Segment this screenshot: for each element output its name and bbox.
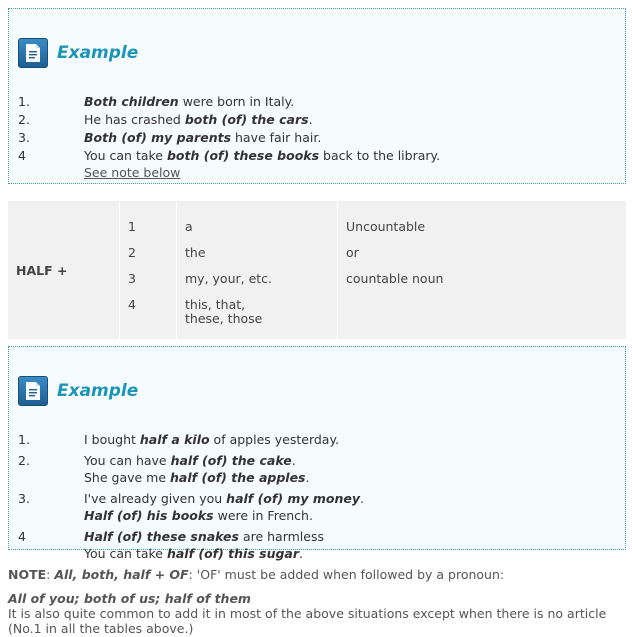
- example-item: [18, 111, 617, 128]
- table-determiner: the: [185, 245, 206, 260]
- item-line: [84, 431, 617, 448]
- item-number: 3.: [18, 130, 30, 145]
- plain-text: .: [305, 470, 310, 485]
- table-number: 4: [128, 297, 136, 312]
- table-determiner: my, your, etc.: [185, 271, 273, 286]
- emphasis-text: half a kilo: [139, 432, 210, 447]
- emphasis-text: Both children: [84, 94, 179, 109]
- note-label: NOTE: [8, 567, 47, 582]
- note-line3: (No.1 in all the tables above.): [8, 621, 194, 636]
- item-text: [84, 528, 617, 562]
- table-determiner: a: [185, 219, 193, 234]
- plain-text: I bought: [84, 432, 140, 447]
- note-rest: : 'OF' must be added when followed by a pronoun:: [188, 567, 505, 582]
- table-noun: or: [346, 245, 359, 260]
- example-item: [18, 490, 617, 524]
- table-noun: countable noun: [346, 271, 444, 286]
- table-noun: Uncountable: [346, 219, 426, 234]
- plain-text: .: [308, 112, 313, 127]
- plain-text: .: [291, 453, 296, 468]
- note-line2: It is also quite common to add it in most of the above situations except when there is no article: [8, 606, 607, 621]
- table-determiner: these, those: [185, 311, 263, 326]
- note-bold-phrase: All, both, half + OF: [54, 567, 189, 582]
- emphasis-text: Both (of) my parents: [84, 130, 232, 145]
- noun-column: [338, 201, 626, 339]
- item-number: 1.: [18, 432, 30, 447]
- example-item: [18, 93, 617, 110]
- item-line: [84, 545, 617, 562]
- plain-text: of apples yesterday.: [209, 432, 340, 447]
- emphasis-text: both (of) the cars: [184, 112, 309, 127]
- note-section: [8, 567, 626, 636]
- example-box-both: [8, 8, 626, 184]
- item-line: [84, 490, 617, 507]
- table-number: 2: [128, 245, 136, 260]
- see-note-link[interactable]: See note below: [84, 165, 181, 180]
- table-number: 1: [128, 219, 136, 234]
- note-line: [8, 567, 626, 582]
- item-number: 2.: [18, 453, 30, 468]
- plain-text: You can take: [84, 148, 167, 163]
- document-icon: [18, 376, 48, 406]
- emphasis-text: half (of) this sugar: [166, 546, 300, 561]
- item-text: [84, 452, 617, 486]
- item-number: 4: [18, 529, 26, 544]
- example-box-half: [8, 346, 626, 561]
- item-number: 3.: [18, 491, 30, 506]
- note-examples: All of you; both of us; half of them: [8, 591, 251, 606]
- document-icon: [18, 38, 48, 68]
- number-column: [120, 201, 177, 339]
- item-line: [84, 452, 617, 469]
- emphasis-text: Half (of) these snakes: [84, 529, 239, 544]
- example-title: Example: [57, 43, 139, 63]
- item-line: [84, 528, 617, 545]
- plain-text: have fair hair.: [231, 130, 322, 145]
- plain-text: You can take: [84, 546, 167, 561]
- item-number: 1.: [18, 94, 30, 109]
- item-text: [84, 111, 617, 128]
- plain-text: I've already given you: [84, 491, 227, 506]
- plain-text: .: [360, 491, 365, 506]
- plain-text: She gave me: [84, 470, 171, 485]
- item-number: 4: [18, 148, 26, 163]
- plain-text: were in French.: [213, 508, 313, 523]
- item-text: [84, 490, 617, 524]
- item-line: [84, 469, 617, 486]
- emphasis-text: both (of) these books: [166, 148, 320, 163]
- item-text: [84, 129, 617, 146]
- example-item: [18, 147, 617, 181]
- plain-text: He has crashed: [84, 112, 185, 127]
- example-item: [18, 528, 617, 562]
- example-item: [18, 129, 617, 146]
- plain-text: were born in Italy.: [178, 94, 295, 109]
- example-list: [18, 431, 617, 566]
- example-item: [18, 452, 617, 486]
- item-text: [84, 93, 617, 110]
- example-title: Example: [57, 381, 139, 401]
- emphasis-text: half (of) the apples: [170, 470, 306, 485]
- plain-text: .: [299, 546, 304, 561]
- emphasis-text: half (of) my money: [226, 491, 361, 506]
- half-label: HALF +: [8, 201, 120, 339]
- item-number: 2.: [18, 112, 30, 127]
- plain-text: are harmless: [238, 529, 324, 544]
- plain-text: back to the library.: [319, 148, 441, 163]
- table-number: 3: [128, 271, 136, 286]
- note-colon: :: [46, 567, 55, 582]
- example-header: [18, 376, 138, 406]
- example-item: [18, 431, 617, 448]
- half-table: [8, 201, 626, 339]
- item-text: [84, 431, 617, 448]
- table-determiner: this, that,: [185, 297, 246, 312]
- example-list: [18, 93, 617, 182]
- item-line: [84, 507, 617, 524]
- emphasis-text: Half (of) his books: [84, 508, 214, 523]
- example-header: [18, 38, 138, 68]
- item-text: [84, 147, 617, 181]
- plain-text: You can have: [84, 453, 171, 468]
- determiner-column: [177, 201, 338, 339]
- emphasis-text: half (of) the cake: [170, 453, 292, 468]
